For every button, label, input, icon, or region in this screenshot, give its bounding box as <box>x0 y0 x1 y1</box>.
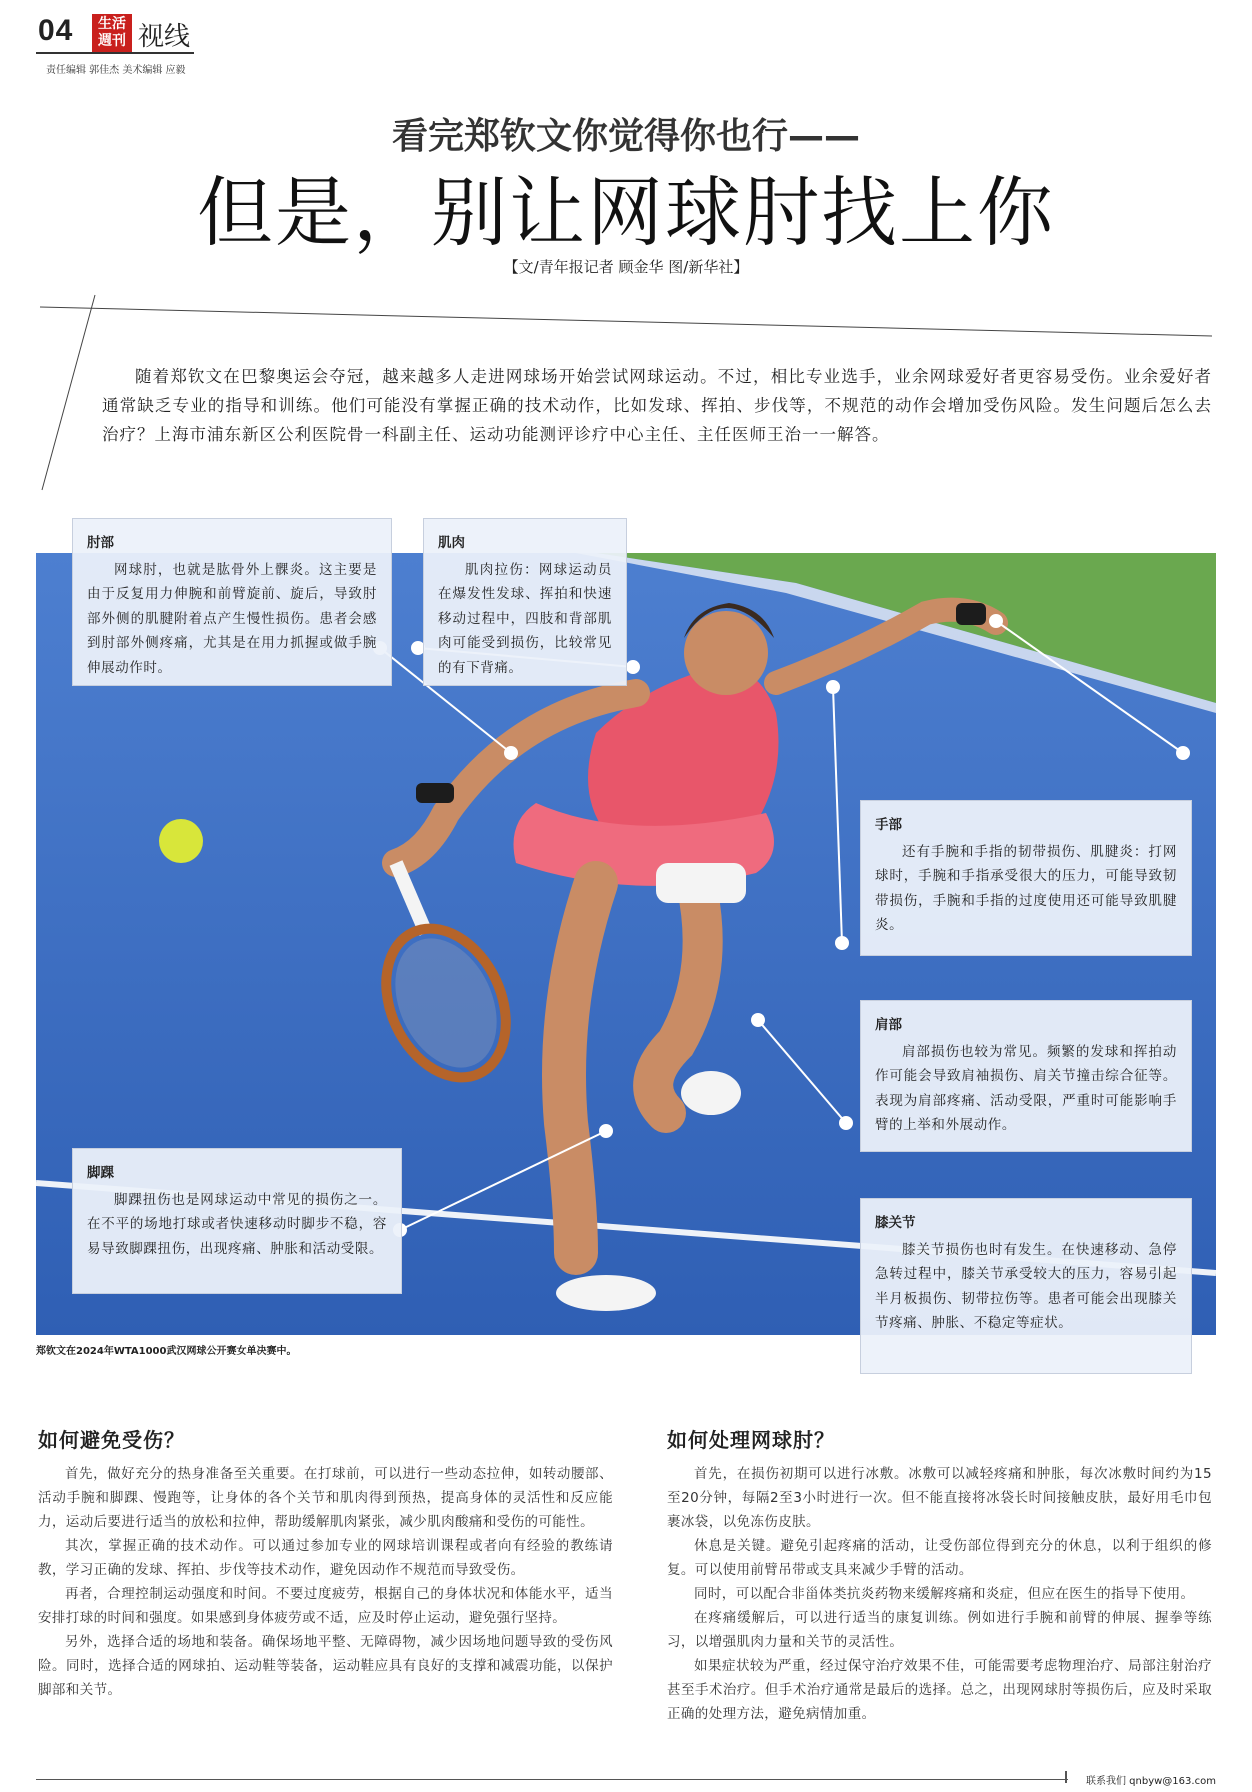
callout-title: 脚踝 <box>87 1165 114 1181</box>
photo-caption: 郑钦文在2024年WTA1000武汉网球公开赛女单决赛中。 <box>36 1346 297 1357</box>
paragraph: 如果症状较为严重，经过保守治疗效果不佳，可能需要考虑物理治疗、局部注射治疗甚至手术治疗。但手术治疗通常是最后的选择。总之，出现网球肘等损伤后，应及时采取正确的处理方法，避免病情加重。 <box>667 1658 1212 1722</box>
callout-body: 膝关节损伤也时有发生。在快速移动、急停急转过程中，膝关节承受较大的压力，容易引起半月板损伤、韧带拉伤等。患者可能会出现膝关节疼痛、肿胀、不稳定等症状。 <box>875 1241 1177 1331</box>
callout-title: 膝关节 <box>875 1215 916 1231</box>
paragraph: 首先，做好充分的热身准备至关重要。在打球前，可以进行一些动态拉伸，如转动腰部、活动手腕和脚踝、慢跑等，让身体的各个关节和肌肉得到预热，提高身体的灵活性和反应能力，运动后要进行适当的放松和拉伸，帮助缓解肌肉紧张，减少肌肉酸痛和受伤的可能性。 <box>38 1466 613 1530</box>
footer-divider <box>36 1779 1068 1780</box>
section-heading-treat: 如何处理网球肘？ <box>667 1428 835 1452</box>
byline: 【文/青年报记者 顾金华 图/新华社】 <box>503 258 749 276</box>
callout-body: 脚踝扭伤也是网球运动中常见的损伤之一。在不平的场地打球或者快速移动时脚步不稳，容易导致脚踝扭伤，出现疼痛、肿胀和活动受限。 <box>87 1191 387 1257</box>
paragraph: 在疼痛缓解后，可以进行适当的康复训练。例如进行手腕和前臂的伸展、握拳等练习，以增强肌肉力量和关节的灵活性。 <box>667 1610 1212 1650</box>
editors-credit: 责任编辑 郭佳杰 美术编辑 应毅 <box>46 65 186 76</box>
callout-muscle <box>423 518 627 686</box>
paragraph: 另外，选择合适的场地和装备。确保场地平整、无障碍物，减少因场地问题导致的受伤风险。同时，选择合适的网球拍、运动鞋等装备，运动鞋应具有良好的支撑和减震功能，以保护脚部和关节。 <box>38 1634 613 1698</box>
intro-paragraph: 随着郑钦文在巴黎奥运会夺冠，越来越多人走进网球场开始尝试网球运动。不过，相比专业选手，业余网球爱好者更容易受伤。业余爱好者通常缺乏专业的指导和训练。他们可能没有掌握正确的技术动作，比如发球、挥拍、步伐等，不规范的动作会增加受伤风险。发生问题后怎么去治疗？上海市浦东新区公利医院骨一科副主任、运动功能测评诊疗中心主任、主任医师王治一一解答。 <box>102 367 1212 444</box>
footer-tick <box>1065 1771 1067 1783</box>
paragraph: 其次，掌握正确的技术动作。可以通过参加专业的网球培训课程或者向有经验的教练请教，学习正确的发球、挥拍、步伐等技术动作，避免因动作不规范而导致受伤。 <box>38 1538 613 1578</box>
callout-title: 手部 <box>875 817 902 833</box>
callout-title: 肘部 <box>87 535 114 551</box>
section-body-prevent <box>38 1462 613 1702</box>
callout-body: 还有手腕和手指的韧带损伤、肌腱炎：打网球时，手腕和手指承受很大的压力，可能导致韧带损伤，手腕和手指的过度使用还可能导致肌腱炎。 <box>875 843 1177 933</box>
header-divider <box>36 52 194 54</box>
callout-ankle <box>72 1148 402 1294</box>
callout-knee <box>860 1198 1192 1374</box>
callout-hand <box>860 800 1192 956</box>
section-body-treat <box>667 1462 1212 1726</box>
paragraph: 首先，在损伤初期可以进行冰敷。冰敷可以减轻疼痛和肿胀，每次冰敷时间约为15至20分钟，每隔2至3小时进行一次。但不能直接将冰袋长时间接触皮肤，最好用毛巾包裹冰袋，以免冻伤皮肤。 <box>667 1466 1212 1530</box>
callout-title: 肌肉 <box>438 535 465 551</box>
callout-title: 肩部 <box>875 1017 902 1033</box>
article-title: 但是，别让网球肘找上你 <box>197 168 1055 257</box>
paragraph: 再者，合理控制运动强度和时间。不要过度疲劳，根据自己的身体状况和体能水平，适当安排打球的时间和强度。如果感到身体疲劳或不适，应及时停止运动，避免强行坚持。 <box>38 1586 613 1626</box>
callout-elbow <box>72 518 392 686</box>
paragraph: 同时，可以配合非甾体类抗炎药物来缓解疼痛和炎症，但应在医生的指导下使用。 <box>694 1586 1195 1602</box>
magazine-logo <box>92 14 132 52</box>
section-name: 视线 <box>138 22 191 52</box>
logo-line-2: 週刊 <box>98 33 126 49</box>
callout-body: 肩部损伤也较为常见。频繁的发球和挥拍动作可能会导致肩袖损伤、肩关节撞击综合征等。表现为肩部疼痛、活动受限，严重时可能影响手臂的上举和外展动作。 <box>875 1043 1177 1133</box>
callout-shoulder <box>860 1000 1192 1152</box>
article-subtitle: 看完郑钦文你觉得你也行—— <box>391 116 860 157</box>
page-number: 04 <box>38 14 74 47</box>
callout-body: 肌肉拉伤：网球运动员在爆发性发球、挥拍和快速移动过程中，四肢和背部肌肉可能受到损伤，比较常见的有下背痛。 <box>438 561 612 676</box>
callout-body: 网球肘，也就是肱骨外上髁炎。这主要是由于反复用力伸腕和前臂旋前、旋后，导致肘部外侧的肌腱附着点产生慢性损伤。患者会感到肘部外侧疼痛，尤其是在用力抓握或做手腕伸展动作时。 <box>87 561 377 676</box>
logo-line-1: 生活 <box>98 16 126 32</box>
contact-info: 联系我们 qnbyw@163.com <box>1086 1776 1216 1787</box>
paragraph: 休息是关键。避免引起疼痛的活动，让受伤部位得到充分的休息，以利于组织的修复。可以使用前臂吊带或支具来减少手臂的活动。 <box>667 1538 1212 1578</box>
section-heading-prevent: 如何避免受伤？ <box>38 1428 185 1452</box>
